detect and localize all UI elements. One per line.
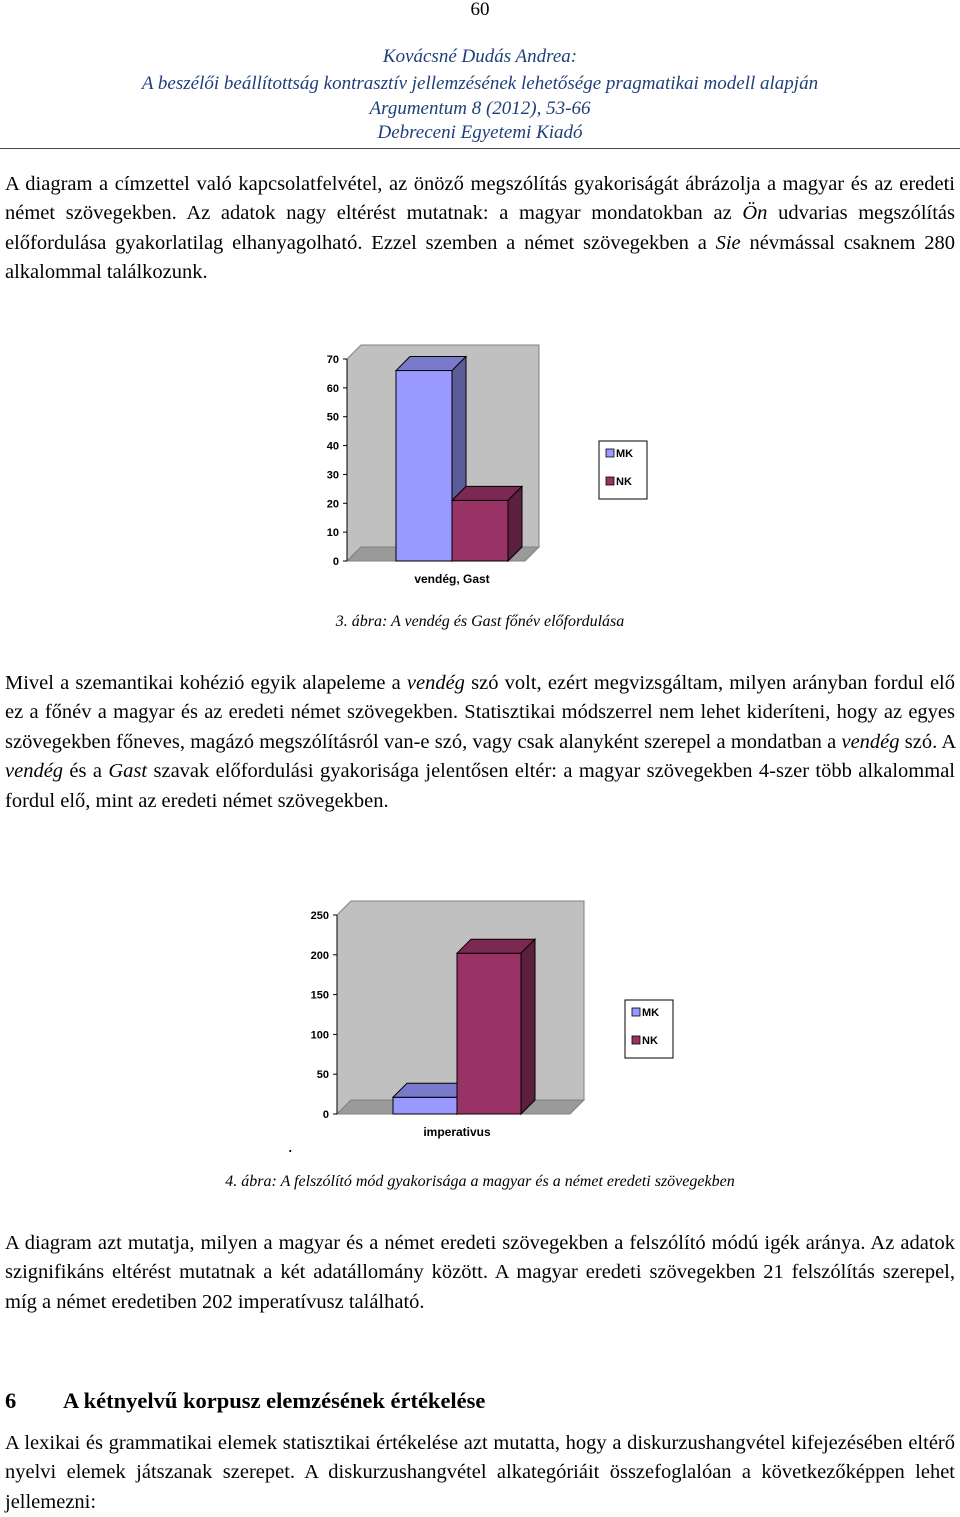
legend-swatch-nk — [632, 1036, 640, 1044]
header-rule — [0, 148, 960, 149]
paragraph-2: Mivel a szemantikai kohézió egyik alapeleme a vendég szó volt, ezért megvizsgáltam, milyen arányban fordul elő ez a főnév a magyar és az eredeti német szövegekben. Statisztikai módszerrel nem lehet kideríteni, hogy az egyes szövegekben főneves, magázó megszólításról van-e szó, vagy csak alanyként szerepel a mondatban a vendég szó. A vendég és a Gast szavak előfordulási gyakorisága jelentősen eltér: a magyar szövegekben 4-szer több alkalommal fordul elő, mint az eredeti német szövegekben. — [5, 672, 956, 812]
legend-label-nk: NK — [616, 476, 632, 488]
legend-swatch-nk — [606, 477, 614, 485]
y-tick-label: 50 — [326, 411, 339, 424]
term-on: Ön — [742, 202, 768, 225]
legend — [625, 1000, 673, 1058]
legend-swatch-mk — [632, 1008, 640, 1016]
legend-label-mk: MK — [642, 1007, 660, 1019]
y-tick-label: 250 — [310, 910, 329, 922]
y-tick-label: 50 — [316, 1069, 329, 1082]
bar-nk — [452, 486, 522, 561]
page-number: 60 — [470, 0, 490, 20]
paragraph-1: A diagram a címzettel való kapcsolatfelvétel, az önöző megszólítás gyakoriságát ábrázolja a magyar és az eredeti német szövegekben. Az adatok nagy eltérést mutatnak: a magyar mondatokban az Ön udvarias megszólítás előfordulása gyakorlatilag elhanyagolható. Ezzel szemben a német szövegekben a Sie névmással csaknem 280 alkalommal találkozunk. — [5, 173, 956, 284]
header-publisher: Debreceni Egyetemi Kiadó — [377, 122, 583, 143]
y-tick-label: 40 — [326, 440, 339, 453]
section-number: 6 — [5, 1388, 17, 1413]
header-journal: Argumentum 8 (2012), 53-66 — [369, 98, 591, 119]
section-heading — [5, 1388, 485, 1414]
category-label: imperativus — [423, 1125, 491, 1139]
y-tick-label: 30 — [326, 469, 339, 482]
y-tick-label: 200 — [310, 949, 329, 962]
category-label: vendég, Gast — [414, 572, 490, 586]
bar-front — [452, 500, 508, 561]
paragraph-3: A diagram azt mutatja, milyen a magyar és a német eredeti szövegekben a felszólító módú igék aránya. Az adatok szignifikáns eltérést mutatnak a két adatállomány között. A magyar eredeti szövegekben 21 felszólítás szerepel, míg a német eredetiben 202 imperatívusz található. — [5, 1232, 955, 1313]
legend — [599, 441, 647, 499]
section-title: A kétnyelvű korpusz elemzésének értékelése — [63, 1388, 486, 1413]
bar-nk — [457, 939, 535, 1114]
legend-label-mk: MK — [616, 448, 634, 460]
figure-3-caption: 3. ábra: A vendég és Gast főnév előfordulása — [335, 613, 625, 630]
term-sie: Sie — [715, 231, 741, 254]
header-author: Kovácsné Dudás Andrea: — [382, 46, 578, 67]
figure-4-chart — [270, 895, 690, 1160]
figure-4-dot: . — [288, 1136, 293, 1156]
y-tick-label: 0 — [332, 556, 339, 568]
figure-3-chart — [300, 330, 680, 595]
y-tick-label: 70 — [326, 354, 339, 366]
y-tick-label: 20 — [326, 498, 339, 511]
legend-label-nk: NK — [642, 1035, 658, 1047]
y-tick-label: 100 — [310, 1029, 329, 1042]
bar-side — [521, 939, 535, 1114]
paragraph-4: A lexikai és grammatikai elemek statisztikai értékelése azt mutatta, hogy a diskurzushangvétel kifejezésében eltérő nyelvi elemek játszanak szerepet. A diskurzushangvétel alkategóriáit összefoglalóan a következőképpen lehet jellemezni: — [5, 1432, 955, 1513]
y-tick-label: 150 — [310, 989, 329, 1002]
y-tick-label: 60 — [326, 382, 339, 395]
header-title: A beszélői beállítottság kontrasztív jellemzésének lehetősége pragmatikai modell alapján — [141, 73, 819, 94]
figure-4-caption: 4. ábra: A felszólító mód gyakorisága a magyar és a német eredeti szövegekben — [225, 1173, 735, 1190]
y-tick-label: 0 — [322, 1109, 329, 1121]
bar-front — [396, 371, 452, 561]
legend-swatch-mk — [606, 449, 614, 457]
bar-front — [457, 953, 521, 1114]
y-tick-label: 10 — [326, 527, 339, 540]
bar-front — [393, 1097, 457, 1114]
